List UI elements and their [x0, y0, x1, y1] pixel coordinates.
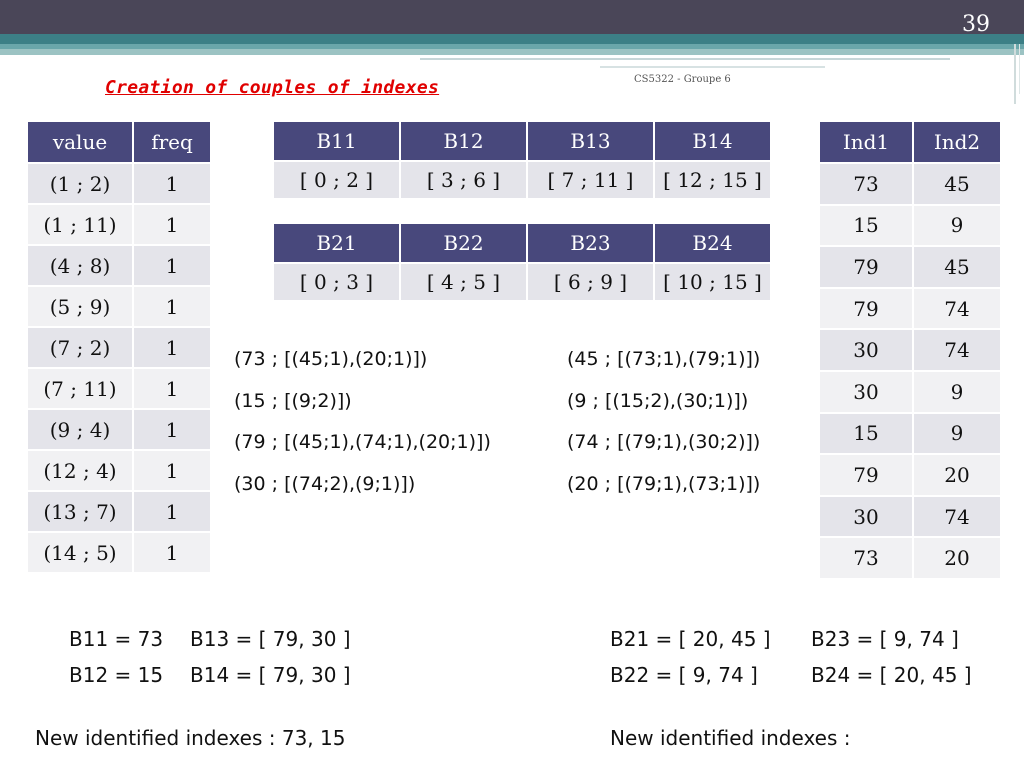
table-row — [819, 246, 1001, 288]
table-cell: 1 — [133, 163, 211, 204]
column-header: B14 — [654, 121, 771, 161]
table-row — [819, 329, 1001, 371]
table-cell: 45 — [913, 163, 1001, 205]
table-cell: 9 — [913, 413, 1001, 455]
b11-result: B11 = 73 — [69, 627, 164, 651]
table-cell: 15 — [819, 205, 913, 247]
b13-result: B13 = [ 79, 30 ] — [190, 627, 351, 651]
table-cell: 1 — [133, 409, 211, 450]
table-cell: 30 — [819, 496, 913, 538]
pair-left-3: (79 ; [(45;1),(74;1),(20;1)]) — [234, 431, 491, 453]
table-cell: 30 — [819, 329, 913, 371]
pair-right-3: (74 ; [(79;1),(30;2)]) — [567, 431, 761, 453]
table-cell: (5 ; 9) — [27, 286, 133, 327]
column-header: B21 — [273, 223, 400, 263]
table-row — [819, 371, 1001, 413]
table-cell: (13 ; 7) — [27, 491, 133, 532]
table-cell: [ 6 ; 9 ] — [527, 263, 654, 301]
table-cell: 20 — [913, 537, 1001, 579]
pair-right-1: (45 ; [(73;1),(79;1)]) — [567, 348, 761, 370]
table-row — [819, 537, 1001, 579]
table-cell: 74 — [913, 329, 1001, 371]
table-cell: 1 — [133, 204, 211, 245]
table-cell: 79 — [819, 288, 913, 330]
value-freq-table — [26, 120, 212, 574]
table-row — [27, 245, 211, 286]
table-header-row — [273, 121, 771, 161]
table-row — [27, 368, 211, 409]
table-cell: (1 ; 11) — [27, 204, 133, 245]
table-cell: 79 — [819, 246, 913, 288]
b24-result: B24 = [ 20, 45 ] — [811, 663, 972, 687]
table-cell: 45 — [913, 246, 1001, 288]
table-cell: 20 — [913, 454, 1001, 496]
table-row — [27, 163, 211, 204]
slide-title: Creation of couples of indexes — [105, 77, 440, 98]
table-row — [27, 450, 211, 491]
top-bar — [0, 0, 1024, 34]
b1-interval-table — [272, 120, 772, 200]
table-cell: [ 7 ; 11 ] — [527, 161, 654, 199]
table-cell: [ 3 ; 6 ] — [400, 161, 527, 199]
table-row — [273, 161, 771, 199]
table-cell: [ 0 ; 3 ] — [273, 263, 400, 301]
column-header: Ind1 — [819, 121, 913, 163]
table-cell: 74 — [913, 496, 1001, 538]
table-row — [27, 532, 211, 573]
table-header-row — [273, 223, 771, 263]
decor-line — [1019, 44, 1020, 94]
column-header: B11 — [273, 121, 400, 161]
table-cell: [ 4 ; 5 ] — [400, 263, 527, 301]
new-indexes-left: New identified indexes : 73, 15 — [35, 726, 346, 750]
decor-line — [600, 66, 825, 68]
table-row — [819, 413, 1001, 455]
column-header: B13 — [527, 121, 654, 161]
slide-number: 39 — [962, 12, 990, 37]
slide-subtitle: CS5322 - Groupe 6 — [634, 74, 731, 85]
table-cell: 1 — [133, 450, 211, 491]
table-row — [819, 454, 1001, 496]
pair-right-4: (20 ; [(79;1),(73;1)]) — [567, 473, 761, 495]
pair-left-2: (15 ; [(9;2)]) — [234, 390, 352, 412]
b2-interval-table — [272, 222, 772, 302]
table-cell: 1 — [133, 491, 211, 532]
b12-result: B12 = 15 — [69, 663, 164, 687]
table-cell: [ 10 ; 15 ] — [654, 263, 771, 301]
table-cell: (7 ; 11) — [27, 368, 133, 409]
table-cell: 1 — [133, 245, 211, 286]
table-cell: 30 — [819, 371, 913, 413]
pair-right-2: (9 ; [(15;2),(30;1)]) — [567, 390, 749, 412]
table-cell: 1 — [133, 327, 211, 368]
pair-left-1: (73 ; [(45;1),(20;1)]) — [234, 348, 428, 370]
table-row — [819, 288, 1001, 330]
table-row — [27, 409, 211, 450]
b23-result: B23 = [ 9, 74 ] — [811, 627, 959, 651]
table-cell: [ 0 ; 2 ] — [273, 161, 400, 199]
table-cell: 1 — [133, 286, 211, 327]
column-header: freq — [133, 121, 211, 163]
table-row — [27, 286, 211, 327]
table-cell: (1 ; 2) — [27, 163, 133, 204]
column-header: B24 — [654, 223, 771, 263]
table-cell: 73 — [819, 163, 913, 205]
decor-line — [1014, 44, 1016, 104]
b14-result: B14 = [ 79, 30 ] — [190, 663, 351, 687]
b22-result: B22 = [ 9, 74 ] — [610, 663, 758, 687]
column-header: B23 — [527, 223, 654, 263]
column-header: Ind2 — [913, 121, 1001, 163]
decor-band — [0, 49, 1024, 55]
table-header-row — [819, 121, 1001, 163]
table-row — [819, 496, 1001, 538]
table-row — [819, 205, 1001, 247]
table-header-row — [27, 121, 211, 163]
table-cell: [ 12 ; 15 ] — [654, 161, 771, 199]
table-cell: 1 — [133, 368, 211, 409]
table-cell: 9 — [913, 205, 1001, 247]
table-cell: (4 ; 8) — [27, 245, 133, 286]
table-cell: (9 ; 4) — [27, 409, 133, 450]
column-header: B22 — [400, 223, 527, 263]
column-header: value — [27, 121, 133, 163]
b21-result: B21 = [ 20, 45 ] — [610, 627, 771, 651]
new-indexes-right: New identified indexes : — [610, 726, 851, 750]
table-cell: 73 — [819, 537, 913, 579]
table-cell: 74 — [913, 288, 1001, 330]
table-cell: 79 — [819, 454, 913, 496]
table-row — [27, 204, 211, 245]
decor-line — [420, 58, 950, 60]
pair-left-4: (30 ; [(74;2),(9;1)]) — [234, 473, 416, 495]
table-row — [27, 327, 211, 368]
table-row — [819, 163, 1001, 205]
table-cell: 9 — [913, 371, 1001, 413]
table-cell: (12 ; 4) — [27, 450, 133, 491]
table-cell: (14 ; 5) — [27, 532, 133, 573]
table-cell: 1 — [133, 532, 211, 573]
index-pairs-table — [818, 120, 1002, 580]
table-cell: 15 — [819, 413, 913, 455]
decor-band — [0, 34, 1024, 44]
table-row — [27, 491, 211, 532]
table-cell: (7 ; 2) — [27, 327, 133, 368]
table-row — [273, 263, 771, 301]
column-header: B12 — [400, 121, 527, 161]
